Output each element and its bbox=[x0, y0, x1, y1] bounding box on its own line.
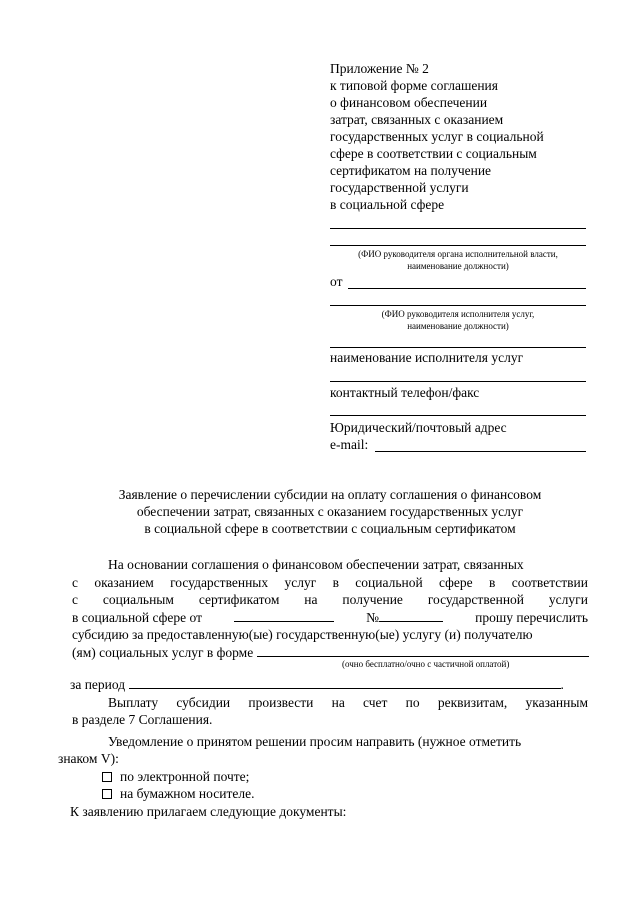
header-line: в социальной сфере bbox=[330, 197, 445, 212]
header-line: затрат, связанных с оказанием bbox=[330, 112, 504, 127]
phone-label: контактный телефон/факс bbox=[330, 385, 480, 400]
header-line: к типовой форме соглашения bbox=[330, 78, 498, 93]
header-line: государственных услуг в социальной bbox=[330, 129, 544, 144]
date-blank[interactable] bbox=[234, 609, 334, 622]
body-line: знаком V): bbox=[58, 751, 119, 766]
checkbox-icon[interactable] bbox=[102, 789, 112, 799]
period-blank[interactable] bbox=[129, 676, 561, 689]
email-line[interactable] bbox=[375, 451, 586, 452]
body-line: Уведомление о принятом решении просим направить (нужное отметить bbox=[108, 733, 522, 749]
header-line: государственной услуги bbox=[330, 180, 469, 195]
provider-name-line[interactable] bbox=[330, 347, 586, 348]
from-caption: (ФИО руководителя исполнителя услуг, наименование должности) bbox=[381, 309, 535, 331]
body-line: за период . bbox=[70, 677, 564, 692]
from-line-2[interactable] bbox=[330, 305, 586, 306]
header-line: сертификатом на получение bbox=[330, 163, 492, 178]
body-line: с оказанием государственных услуг в социальной сфере в соответствии bbox=[72, 574, 588, 590]
addressee-line-1[interactable] bbox=[330, 228, 586, 229]
body-line: в разделе 7 Соглашения. bbox=[72, 712, 213, 727]
email-label: e-mail: bbox=[330, 437, 369, 452]
statement-title: Заявление о перечислении субсидии на оплату соглашения о финансовом обеспечении затрат, связанных с оказанием государственных услуг в социальной сфере в соответствии с социальным сертификатом bbox=[118, 487, 542, 536]
statement-body bbox=[58, 556, 588, 820]
option-paper[interactable]: на бумажном носителе. bbox=[72, 785, 588, 803]
option-email[interactable]: по электронной почте; bbox=[72, 768, 588, 786]
body-line: (ям) социальных услуг в форме bbox=[72, 644, 588, 662]
form-blank[interactable] bbox=[257, 644, 589, 657]
appendix-header bbox=[330, 60, 544, 213]
form-caption: (очно бесплатно/очно с частичной оплатой) bbox=[342, 659, 510, 669]
checkbox-icon[interactable] bbox=[102, 772, 112, 782]
body-line: Выплату субсидии произвести на счет по реквизитам, указанным bbox=[108, 694, 588, 710]
body-line: субсидию за предоставленную(ые) государственную(ые) услугу (и) получателю bbox=[72, 627, 533, 642]
body-line: с социальным сертификатом на получение государственной услуги bbox=[72, 592, 588, 607]
phone-line[interactable] bbox=[330, 381, 586, 382]
body-line: в социальной сфере от № прошу перечислить bbox=[72, 609, 588, 625]
from-line-1[interactable] bbox=[348, 288, 586, 289]
address-line[interactable] bbox=[330, 415, 586, 416]
address-label: Юридический/почтовый адрес bbox=[330, 420, 507, 435]
header-line: сфере в соответствии с социальным bbox=[330, 146, 537, 161]
attachments-line: К заявлению прилагаем следующие документы: bbox=[70, 803, 347, 819]
from-label: от bbox=[330, 274, 343, 289]
header-line: о финансовом обеспечении bbox=[330, 95, 488, 110]
addressee-line-2[interactable] bbox=[330, 245, 586, 246]
body-line: На основании соглашения о финансовом обеспечении затрат, связанных bbox=[108, 557, 524, 572]
provider-name-label: наименование исполнителя услуг bbox=[330, 350, 524, 365]
addressee-caption: (ФИО руководителя органа исполнительной власти, наименование должности) bbox=[358, 249, 558, 271]
number-blank[interactable] bbox=[379, 609, 443, 622]
header-line: Приложение № 2 bbox=[330, 61, 429, 76]
